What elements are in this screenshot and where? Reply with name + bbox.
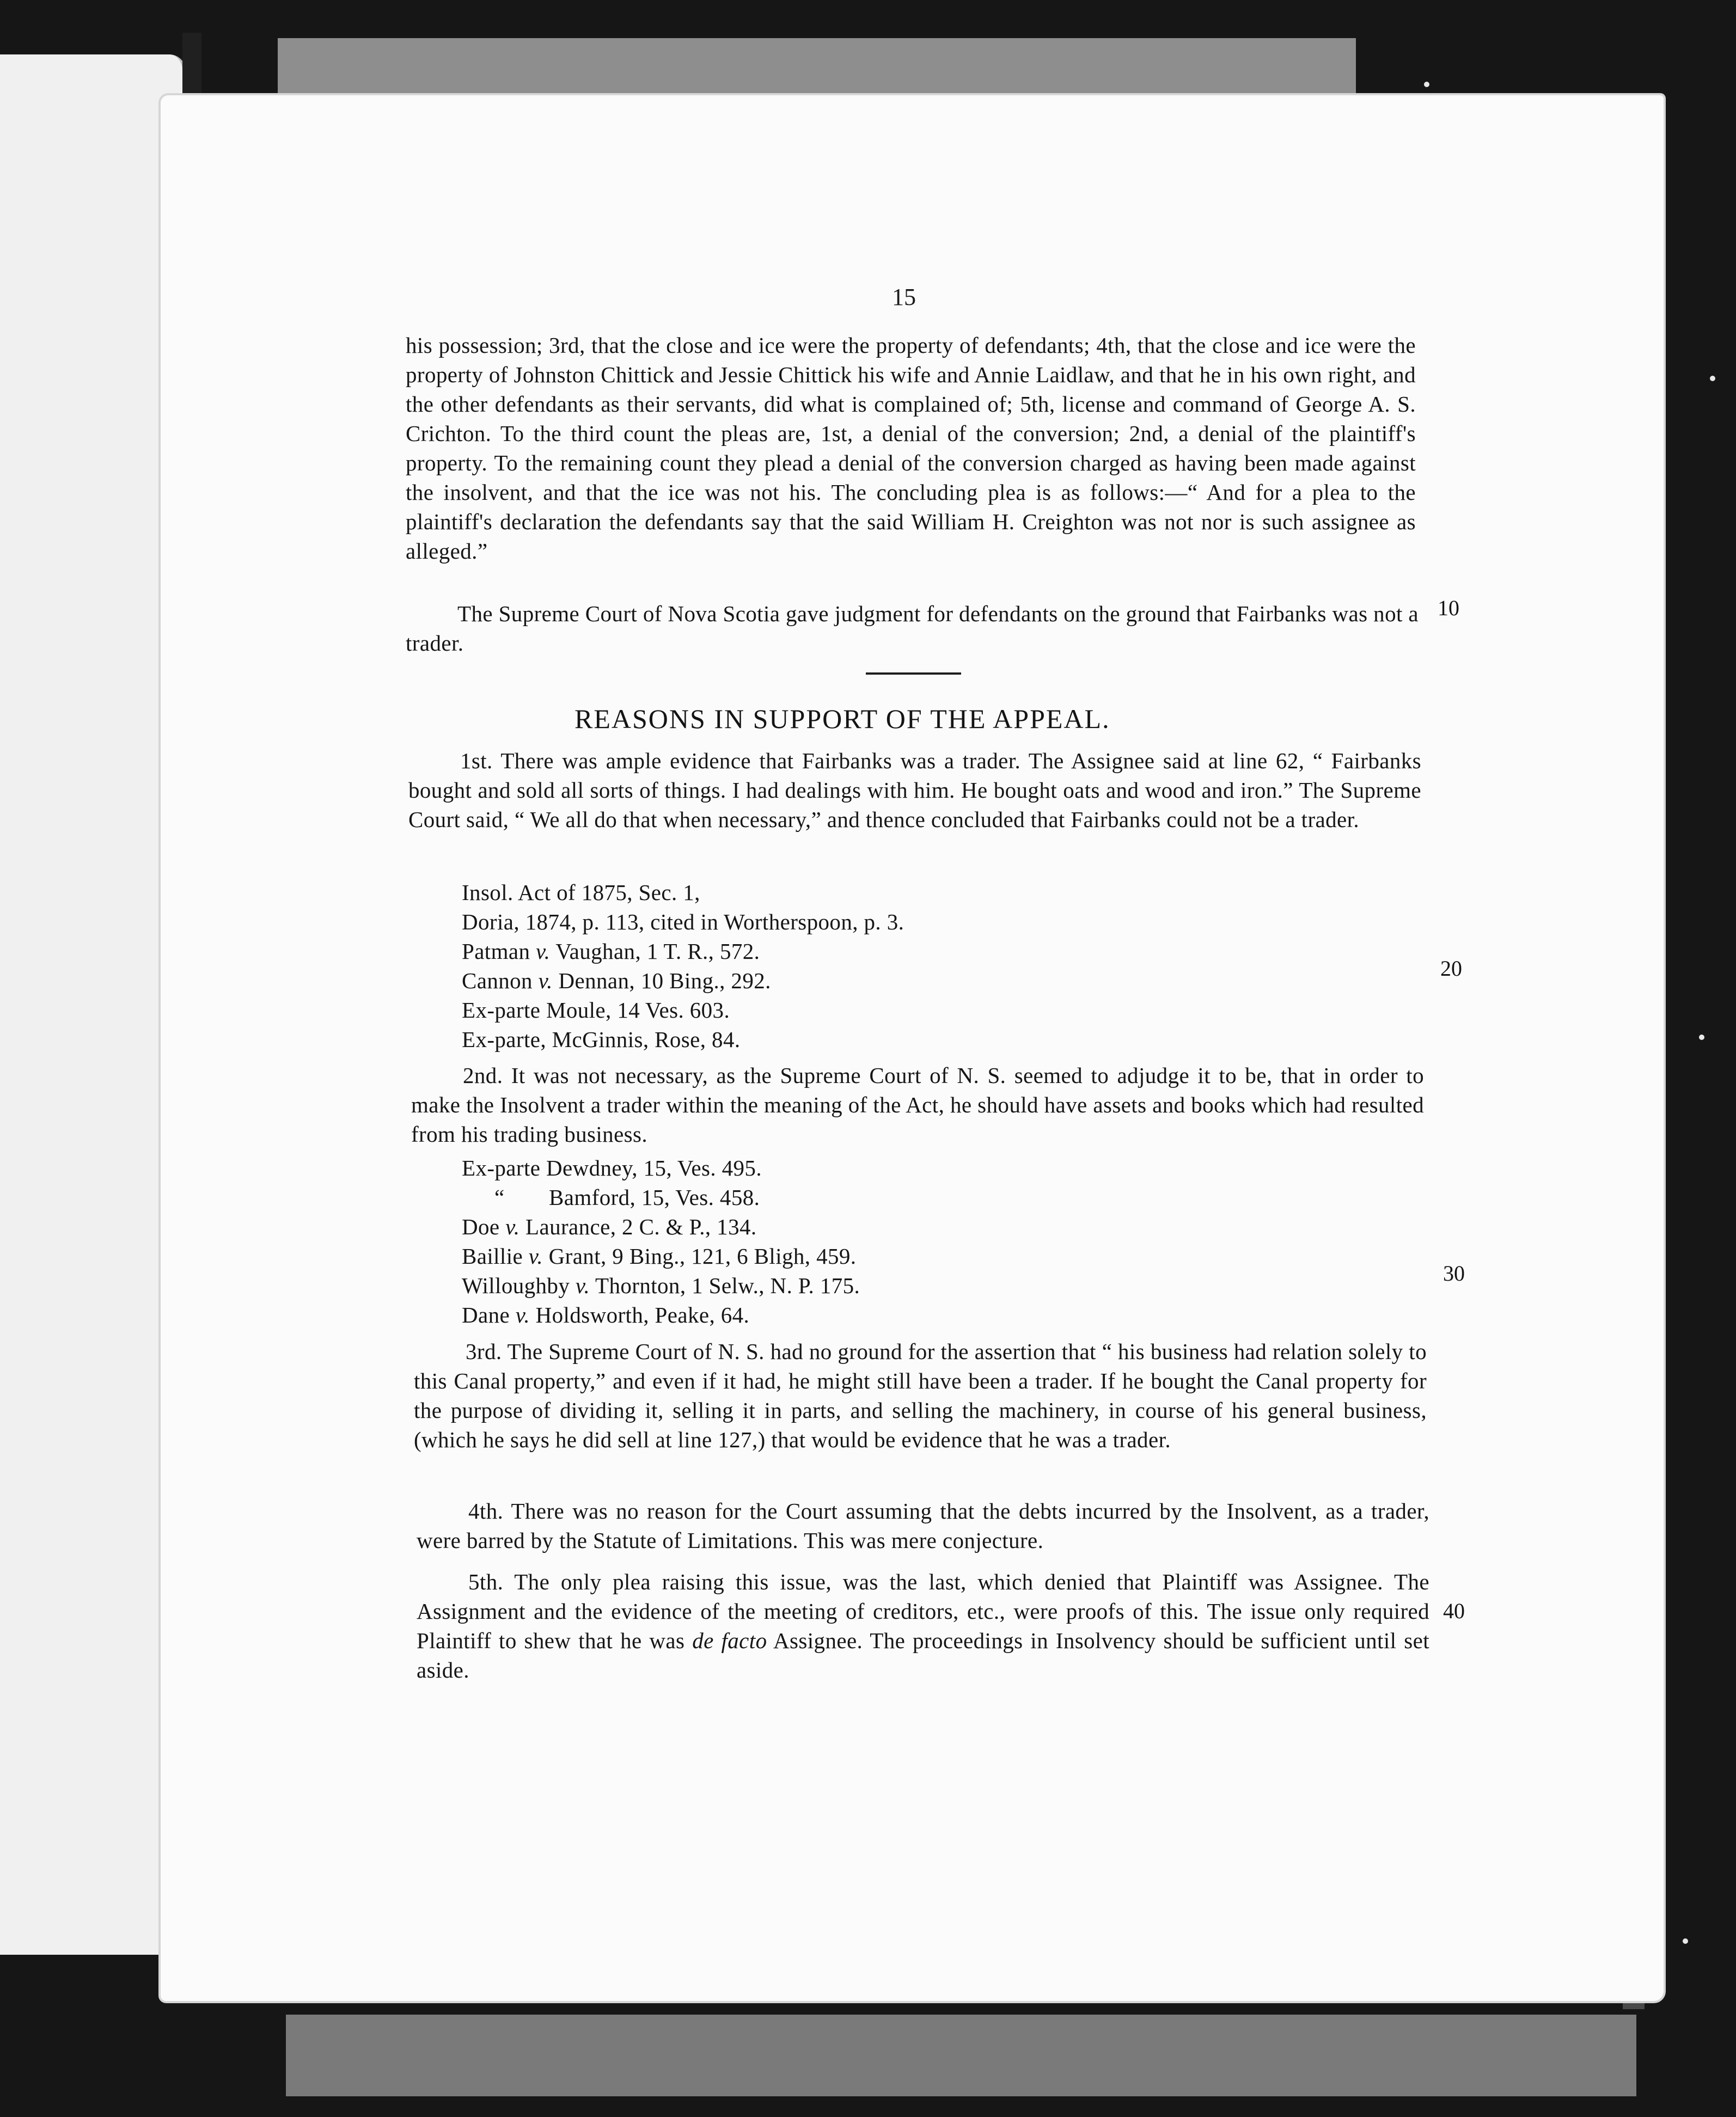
citation-party-a: Cannon bbox=[462, 968, 533, 993]
citation-list-second bbox=[462, 1153, 860, 1330]
line-number-marker: 30 bbox=[1443, 1261, 1465, 1286]
citation-party-b: Holdsworth, Peake, 64. bbox=[535, 1302, 750, 1327]
citation-party-b: Vaughan, 1 T. R., 572. bbox=[555, 939, 760, 964]
citation-party-a: Baillie bbox=[462, 1244, 523, 1269]
citation-item bbox=[462, 1271, 860, 1300]
section-divider bbox=[866, 672, 961, 675]
reason-fifth-text-end: Assignee. The proceedings in Insolvency should be sufficient until set aside. bbox=[417, 1628, 1429, 1682]
scan-speck bbox=[1424, 82, 1429, 87]
citation-party-a: Patman bbox=[462, 939, 530, 964]
reason-third: 3rd. The Supreme Court of N. S. had no ground for the assertion that “ his business had relation solely to this Canal property,” and even if it had, he might still have been a trader. If he bought the Canal property for the purpose of dividing it, selling it in parts, and selling the machinery, in course of his general business, (which he says he did sell at line 127,) that would be evidence that he was a trader. bbox=[414, 1339, 1427, 1452]
scan-margin-top bbox=[278, 38, 1356, 101]
citation-item bbox=[462, 966, 904, 995]
citation-versus: v. bbox=[515, 1302, 530, 1327]
judgment-paragraph: The Supreme Court of Nova Scotia gave judgment for defendants on the ground that Fairbanks was not a trader. bbox=[406, 601, 1419, 656]
citation-versus: v. bbox=[575, 1273, 590, 1298]
reason-second: 2nd. It was not necessary, as the Supreme Court of N. S. seemed to adjudge it to be, that in order to make the Insolvent a trader within the meaning of the Act, he should have assets and books which had resulted from his trading business. bbox=[411, 1063, 1424, 1147]
reason-fourth: 4th. There was no reason for the Court assuming that the debts incurred by the Insolvent, as a trader, were barred by the Statute of Limitations. This was mere conjecture. bbox=[417, 1498, 1429, 1553]
citation-versus: v. bbox=[528, 1244, 543, 1269]
citation-item bbox=[462, 1212, 860, 1241]
reason-fifth bbox=[417, 1567, 1429, 1685]
citation-party-a: Willoughby bbox=[462, 1273, 570, 1298]
scan-speck bbox=[1683, 1938, 1688, 1944]
citation-item bbox=[462, 1183, 860, 1212]
scan-speck bbox=[1710, 376, 1715, 381]
citation-item: Doria, 1874, p. 113, cited in Wortherspoon, p. 3. bbox=[462, 909, 904, 934]
citation-item bbox=[462, 937, 904, 966]
line-number-marker: 10 bbox=[1438, 596, 1459, 620]
citation-list-first bbox=[462, 878, 904, 1054]
citation-item bbox=[462, 1300, 860, 1330]
citation-party-b: Dennan, 10 Bing., 292. bbox=[558, 968, 771, 993]
citation-versus: v. bbox=[505, 1214, 520, 1239]
facing-page-edge bbox=[0, 54, 186, 1955]
citation-versus: v. bbox=[536, 939, 551, 964]
ditto-mark: “ bbox=[494, 1185, 505, 1210]
citation-item: Ex-parte, McGinnis, Rose, 84. bbox=[462, 1027, 741, 1052]
citation-item: Ex-parte Dewdney, 15, Ves. 495. bbox=[462, 1155, 762, 1180]
section-heading: REASONS IN SUPPORT OF THE APPEAL. bbox=[574, 703, 1110, 734]
citation-party-a: Doe bbox=[462, 1214, 500, 1239]
citation-item: Ex-parte Moule, 14 Ves. 603. bbox=[462, 998, 730, 1023]
citation-text: Bamford, 15, Ves. 458. bbox=[549, 1185, 760, 1210]
continued-paragraph: his possession; 3rd, that the close and ice were the property of defendants; 4th, that the close and ice were the property of Johnston Chittick and Jessie Chittick his wife and Annie Laidlaw, and that he in his own right, and the other defendants as their servants, did what is complained of; 5th, license and command of George A. S. Crichton. To the third count the pleas are, 1st, a denial of the conversion; 2nd, a denial of the plaintiff's property. To the remaining count they plead a denial of the conversion charged as having been made against the insolvent, and that the ice was not his. The concluding plea is as follows:—“ And for a plea to the plaintiff's declaration the defendants say that the said William H. Creighton was not nor is such assignee as alleged.” bbox=[406, 333, 1416, 564]
citation-party-b: Thornton, 1 Selw., N. P. 175. bbox=[595, 1273, 860, 1298]
line-number-marker: 20 bbox=[1440, 956, 1462, 981]
scan-speck bbox=[1699, 1035, 1704, 1040]
citation-party-b: Laurance, 2 C. & P., 134. bbox=[525, 1214, 757, 1239]
citation-party-b: Grant, 9 Bing., 121, 6 Bligh, 459. bbox=[548, 1244, 857, 1269]
page-number: 15 bbox=[892, 284, 916, 310]
citation-item: Insol. Act of 1875, Sec. 1, bbox=[462, 880, 700, 905]
scan-margin-bottom bbox=[286, 2015, 1636, 2096]
line-number-marker: 40 bbox=[1443, 1599, 1465, 1623]
reason-fifth-italic: de facto bbox=[692, 1628, 767, 1653]
reason-fifth-text: 5th. The only plea raising this issue, was the last, which denied that Plaintiff was Assignee. The Assignment and the evidence of the meeting of creditors, etc., were proofs of this. The issue only required Plaintiff to shew that he was bbox=[417, 1569, 1429, 1653]
citation-versus: v. bbox=[538, 968, 553, 993]
reason-first: 1st. There was ample evidence that Fairbanks was a trader. The Assignee said at line 62, “ Fairbanks bought and sold all sorts of things. I had dealings with him. He bought oats and wood and iron.” The Supreme Court said, “ We all do that when necessary,” and thence concluded that Fairbanks could not be a trader. bbox=[408, 748, 1421, 832]
citation-item bbox=[462, 1241, 860, 1271]
citation-party-a: Dane bbox=[462, 1302, 510, 1327]
